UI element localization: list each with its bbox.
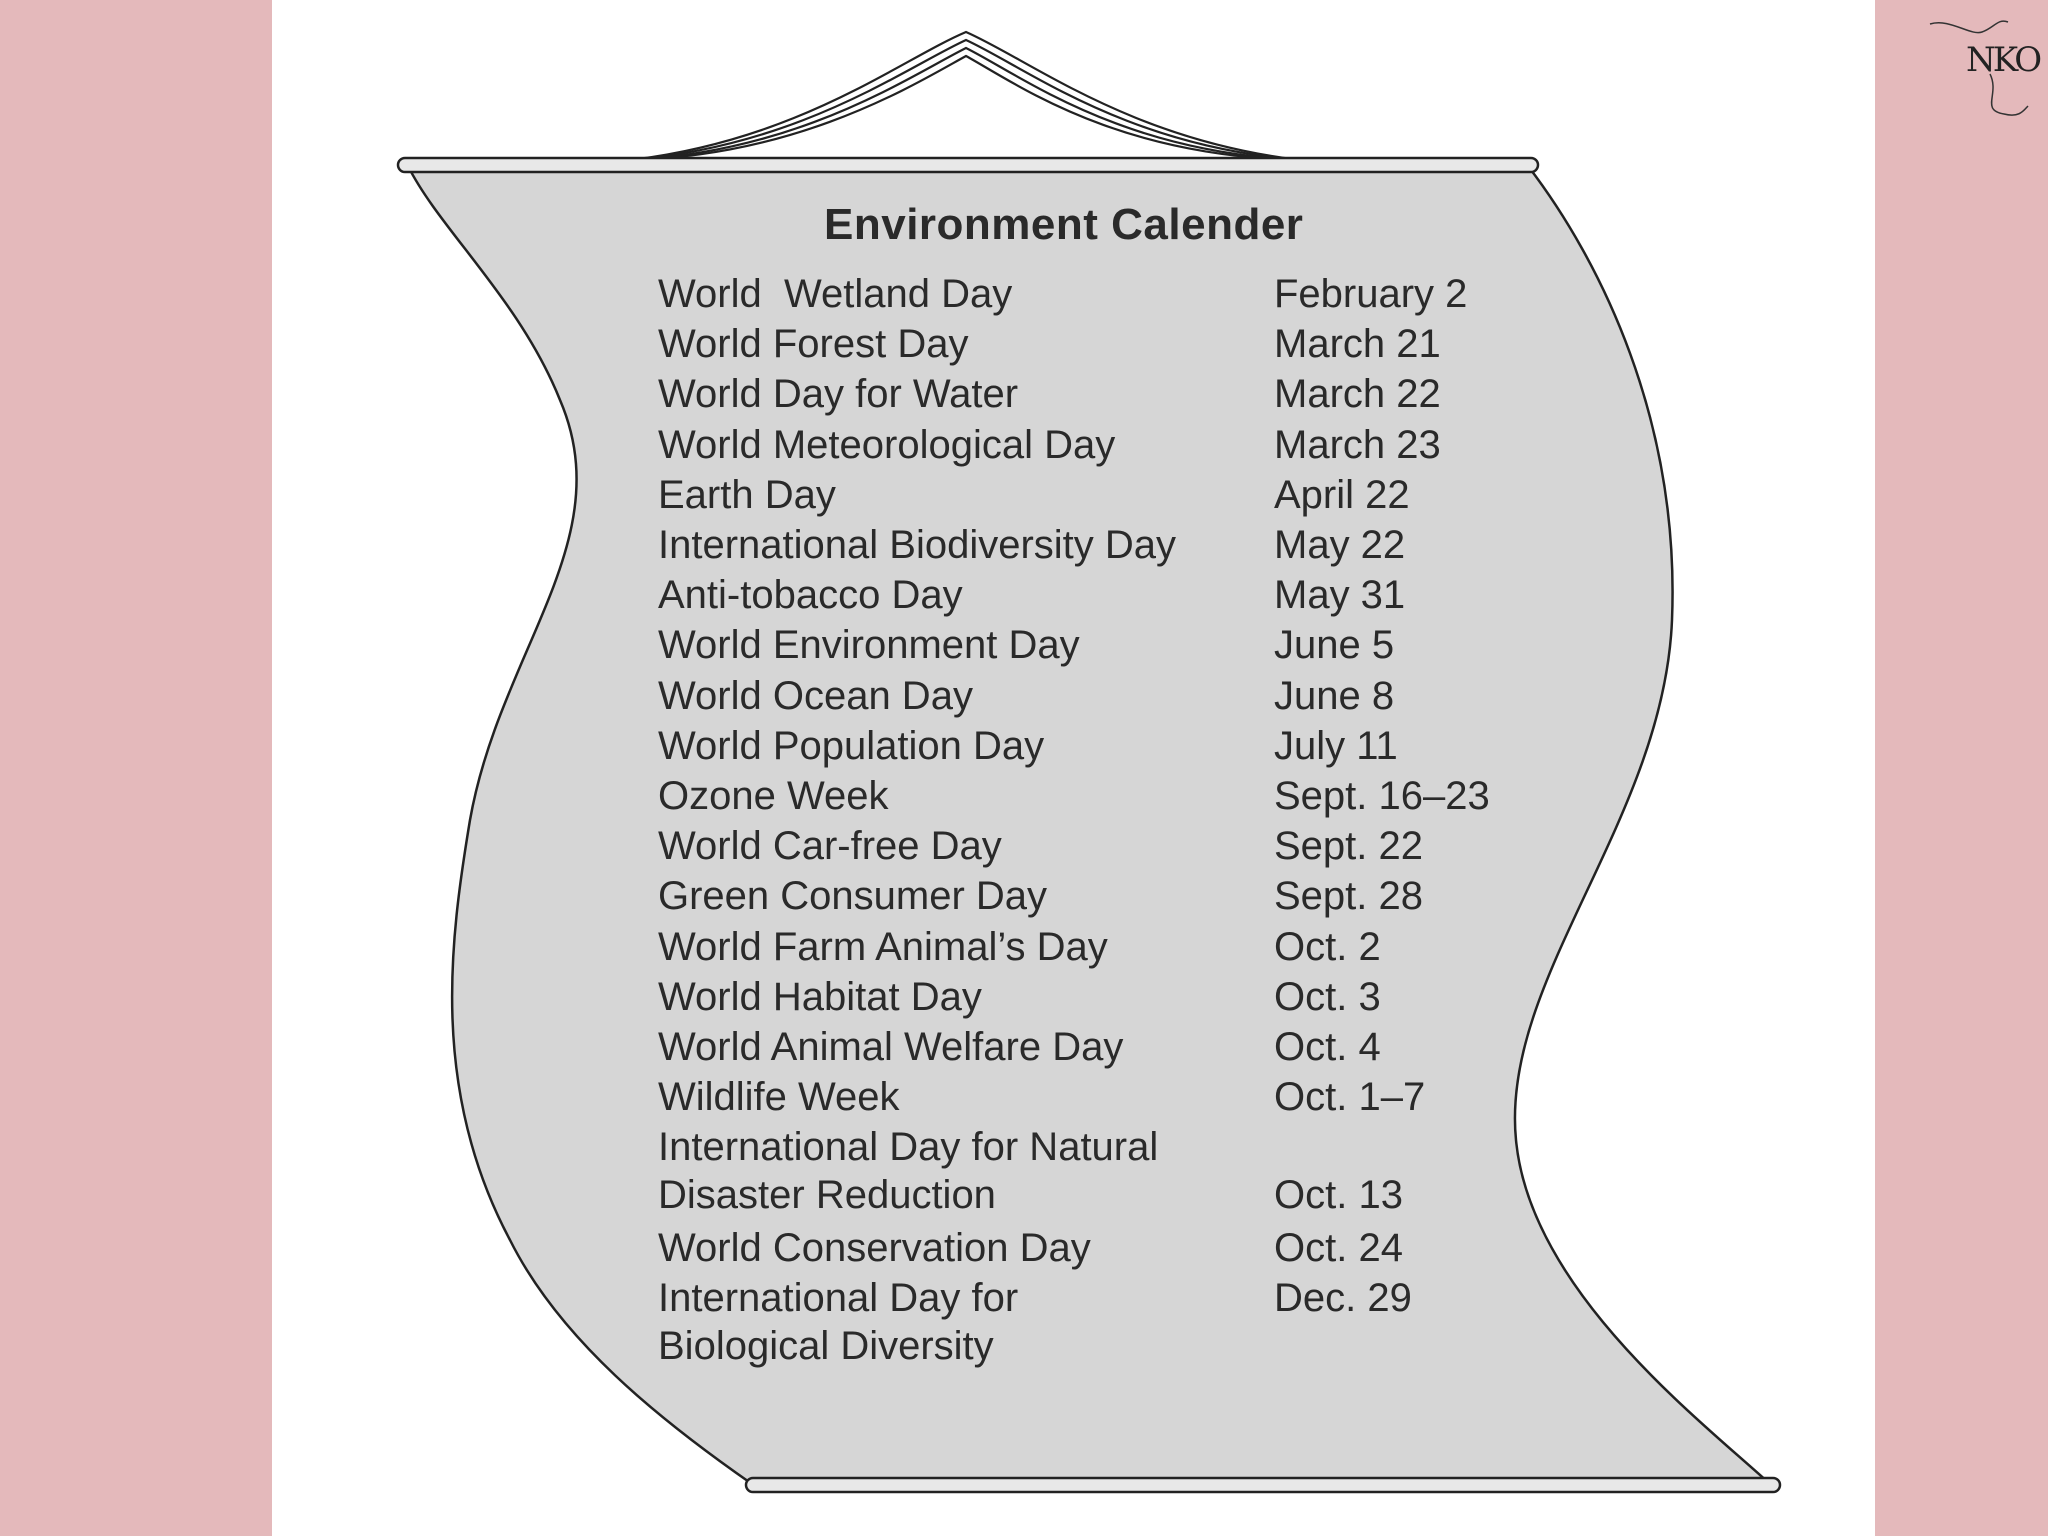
event-date: March 21: [1274, 322, 1441, 367]
event-date: Dec. 29: [1274, 1276, 1412, 1320]
event-date: Oct. 4: [1274, 1025, 1381, 1069]
event-name: World Wetland Day: [658, 272, 1013, 316]
event-name: World Conservation Day: [658, 1225, 1091, 1270]
event-date: Oct. 2: [1274, 924, 1381, 969]
event-name: World Forest Day: [658, 322, 969, 367]
event-name: Ozone Week: [658, 774, 889, 818]
event-date: Sept. 22: [1274, 824, 1424, 869]
event-date: Sept. 16–23: [1274, 774, 1490, 818]
event-name: World Farm Animal’s Day: [658, 924, 1108, 969]
event-date: Oct. 1–7: [1274, 1075, 1426, 1120]
event-name-line2: Disaster Reduction: [658, 1173, 996, 1218]
event-date: April 22: [1274, 472, 1410, 517]
event-name: World Environment Day: [658, 623, 1080, 668]
event-name: World Ocean Day: [658, 673, 973, 718]
event-name: International Biodiversity Day: [658, 523, 1177, 567]
event-name: World Day for Water: [658, 372, 1019, 417]
event-name: Wildlife Week: [658, 1075, 900, 1120]
event-date: Oct. 24: [1274, 1225, 1403, 1270]
event-name: World Meteorological Day: [658, 422, 1116, 467]
event-date: February 2: [1274, 272, 1468, 316]
event-date: June 5: [1274, 623, 1395, 668]
event-name-line2: Biological Diversity: [658, 1324, 994, 1368]
event-name: World Animal Welfare Day: [658, 1025, 1124, 1069]
event-name: International Day for Natural: [658, 1125, 1159, 1170]
event-date: Oct. 13: [1274, 1173, 1403, 1218]
event-date: March 22: [1274, 372, 1441, 417]
nko-logo: NKO: [1966, 40, 2040, 80]
event-date: Sept. 28: [1274, 874, 1424, 919]
event-name: World Car-free Day: [658, 824, 1002, 869]
event-date: July 11: [1274, 723, 1398, 768]
event-date: March 23: [1274, 422, 1441, 467]
event-name: Green Consumer Day: [658, 874, 1048, 919]
event-name: Anti-tobacco Day: [658, 573, 963, 618]
event-name: World Habitat Day: [658, 974, 982, 1019]
event-date: June 8: [1274, 673, 1395, 718]
event-date: Oct. 3: [1274, 974, 1381, 1019]
event-name: Earth Day: [658, 472, 836, 517]
calendar-title: Environment Calender: [824, 200, 1304, 249]
event-name: International Day for: [658, 1276, 1019, 1320]
event-date: May 22: [1274, 523, 1406, 567]
event-name: World Population Day: [658, 723, 1045, 768]
event-date: May 31: [1274, 573, 1406, 618]
